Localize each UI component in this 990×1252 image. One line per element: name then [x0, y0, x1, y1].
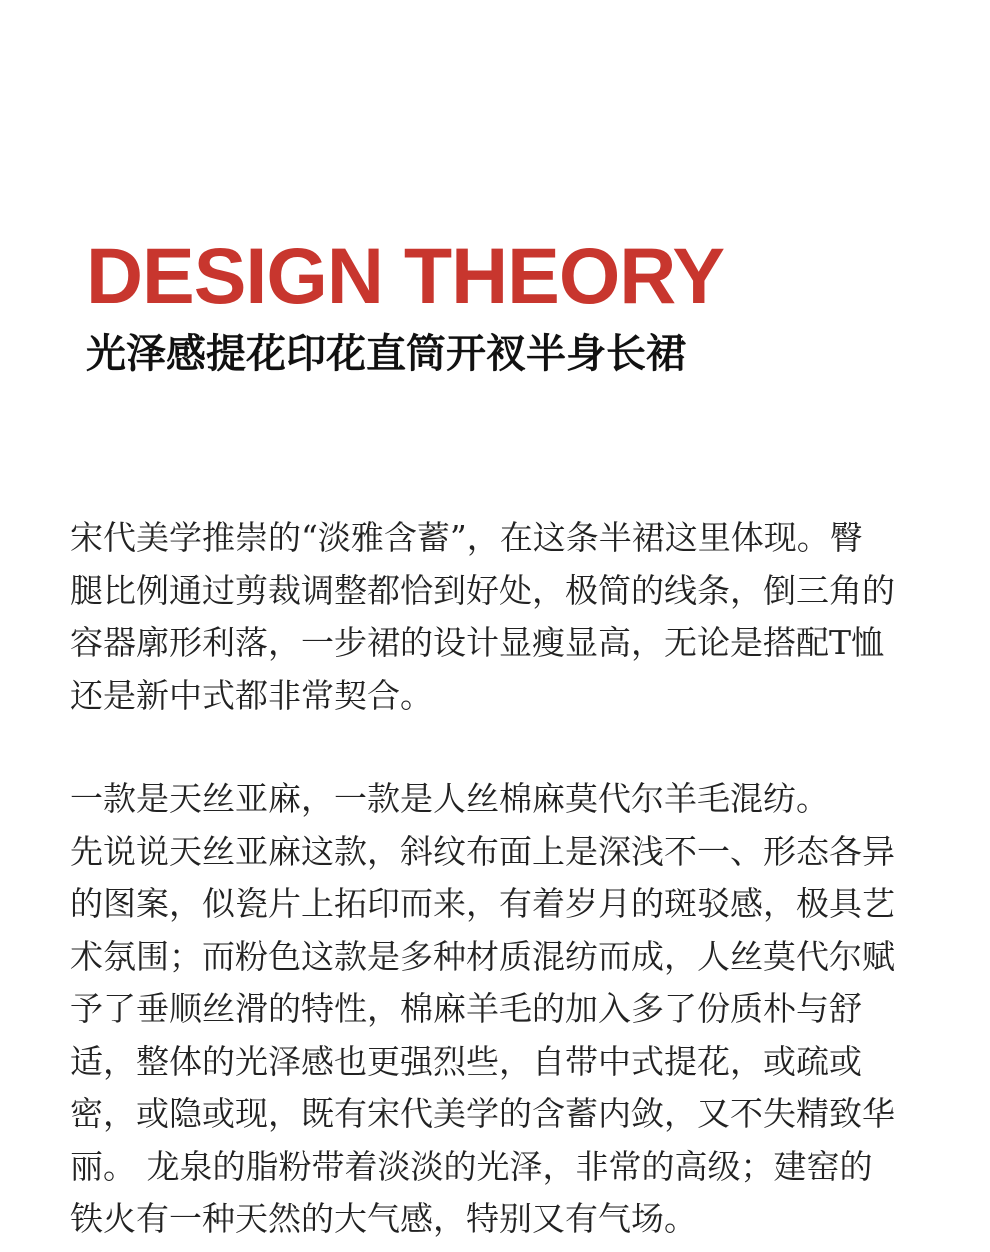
paragraph-line: 丽。 龙泉的脂粉带着淡淡的光泽，非常的高级；建窑的	[70, 1146, 873, 1186]
design-theory-heading: DESIGN THEORY	[86, 231, 725, 320]
paragraph-line: 宋代美学推崇的“淡雅含蓄”，在这条半裙这里体现。臀	[70, 518, 863, 557]
paragraph-line: 术氛围；而粉色这款是多种材质混纺而成，人丝莫代尔赋	[70, 936, 895, 976]
paragraph-line: 先说说天丝亚麻这款，斜纹布面上是深浅不一、形态各异	[70, 831, 895, 871]
paragraph-line: 一款是天丝亚麻，一款是人丝棉麻莫代尔羊毛混纺。	[70, 779, 829, 818]
paragraph-line: 腿比例通过剪裁调整都恰到好处，极简的线条，倒三角的	[70, 570, 895, 610]
paragraph-line: 适，整体的光泽感也更强烈些，自带中式提花，或疏或	[70, 1041, 862, 1081]
description-paragraph-2	[70, 773, 930, 1246]
paragraph-line: 的图案，似瓷片上拓印而来，有着岁月的斑驳感，极具艺	[70, 884, 895, 923]
paragraph-line: 密，或隐或现，既有宋代美学的含蓄内敛，又不失精致华	[70, 1094, 895, 1133]
paragraph-line: 予了垂顺丝滑的特性，棉麻羊毛的加入多了份质朴与舒	[70, 989, 862, 1028]
paragraph-line: 铁火有一种天然的大气感，特别又有气场。	[70, 1199, 697, 1238]
product-name-subtitle: 光泽感提花印花直筒开衩半身长裙	[86, 331, 686, 377]
paragraph-line: 容器廓形利落，一步裙的设计显瘦显高，无论是搭配T恤	[70, 623, 885, 662]
paragraph-line: 还是新中式都非常契合。	[70, 675, 433, 715]
description-paragraph-1	[70, 512, 930, 722]
